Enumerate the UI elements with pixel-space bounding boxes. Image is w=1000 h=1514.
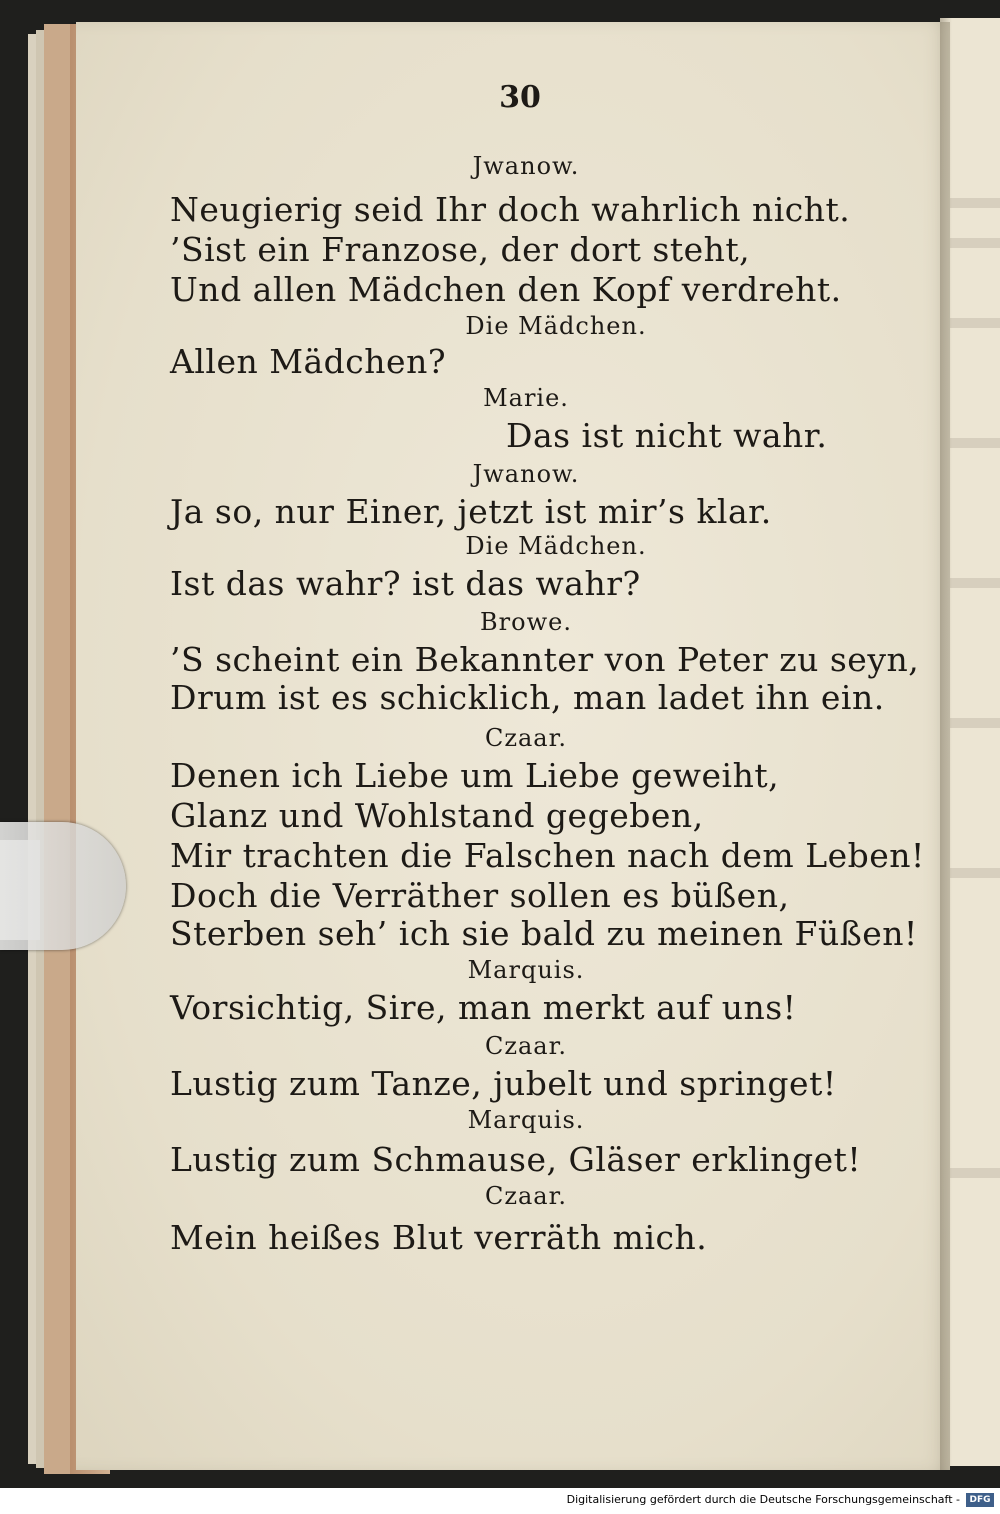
verse-line: Vorsichtig, Sire, man merkt auf uns! — [170, 988, 797, 1027]
speaker-name: Czaar. — [484, 724, 568, 752]
verse-line: Allen Mädchen? — [170, 342, 447, 381]
speaker-name: Browe. — [480, 608, 572, 636]
verse-line: ’Sist ein Franzose, der dort steht, — [170, 230, 751, 269]
verse-line: Lustig zum Tanze, jubelt und springet! — [170, 1064, 837, 1103]
verse-line: Und allen Mädchen den Kopf verdreht. — [170, 270, 842, 309]
verse-line: ’S scheint ein Bekannter von Peter zu seyn, — [170, 640, 920, 679]
speaker-name: Jwanow. — [472, 460, 580, 488]
speaker-name: Marie. — [483, 384, 569, 412]
speaker-name: Marquis. — [467, 1106, 585, 1134]
speaker-name: Czaar. — [484, 1182, 568, 1210]
verse-line: Ist das wahr? ist das wahr? — [170, 564, 641, 603]
verse-line: Neugierig seid Ihr doch wahrlich nicht. — [170, 190, 851, 229]
speaker-name: Die Mädchen. — [465, 532, 647, 560]
digitization-footer — [0, 1488, 1000, 1514]
page-number: 30 — [499, 80, 541, 115]
verse-line: Denen ich Liebe um Liebe geweiht, — [170, 756, 780, 795]
dfg-logo-icon: DFG — [966, 1493, 994, 1507]
verse-line: Lustig zum Schmause, Gläser erklinget! — [170, 1140, 862, 1179]
footer-credit: Digitalisierung gefördert durch die Deutsche Forschungsgemeinschaft - — [566, 1493, 960, 1506]
scanner-clip — [0, 822, 126, 950]
speaker-name: Czaar. — [484, 1032, 568, 1060]
verse-line: Glanz und Wohlstand gegeben, — [170, 796, 704, 835]
verse-line: Das ist nicht wahr. — [506, 416, 828, 455]
verse-line: Ja so, nur Einer, jetzt ist mir’s klar. — [170, 492, 772, 531]
verse-line: Sterben seh’ ich sie bald zu meinen Füßen! — [170, 914, 918, 953]
speaker-name: Die Mädchen. — [465, 312, 647, 340]
verse-line: Mir trachten die Falschen nach dem Leben! — [170, 836, 925, 875]
speaker-name: Jwanow. — [472, 152, 580, 180]
verse-line: Drum ist es schicklich, man ladet ihn ein. — [170, 678, 885, 717]
verse-line: Doch die Verräther sollen es büßen, — [170, 876, 790, 915]
speaker-name: Marquis. — [467, 956, 585, 984]
verse-line: Mein heißes Blut verräth mich. — [170, 1218, 708, 1257]
